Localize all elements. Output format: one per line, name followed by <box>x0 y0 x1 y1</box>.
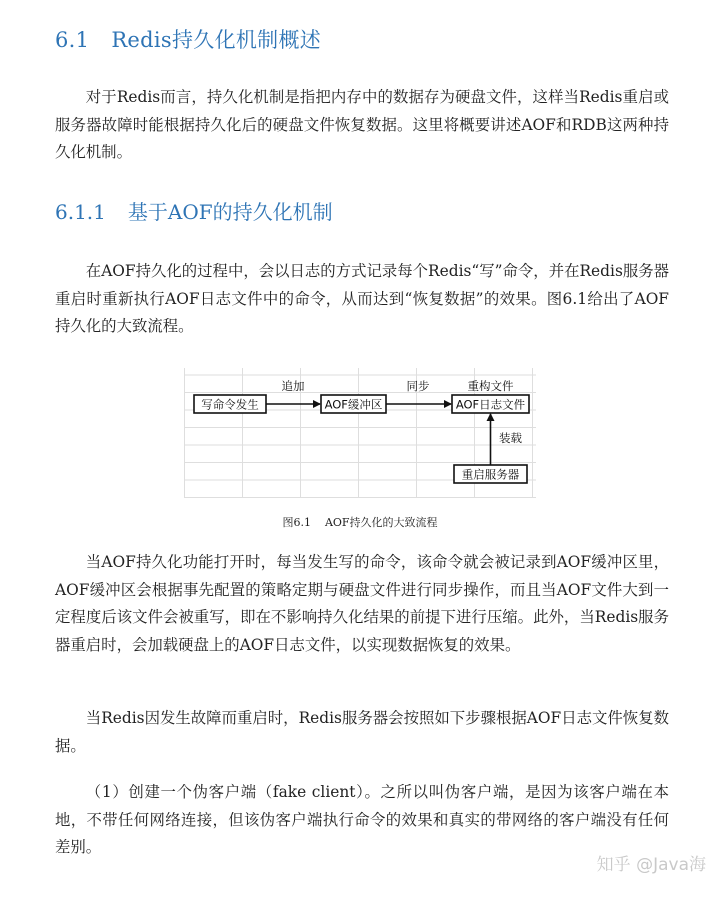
paragraph-aof-process: 当AOF持久化功能打开时，每当发生写的命令，该命令就会被记录到AOF缓冲区里，AOF缓冲区会根据事先配置的策略定期与硬盘文件进行同步操作，而且当AOF文件大到一定程度后该文件会被重写，即在不影响持久化结果的前提下进行压缩。此外，当Redis服务器重启时，会加载硬盘上的AOF日志文件，以实现数据恢复的效果。 <box>55 553 669 654</box>
subsection-number: 6.1.1 <box>55 200 106 224</box>
edge-rewrite-label: 重构文件 <box>467 379 514 393</box>
intro-paragraph: 对于Redis而言，持久化机制是指把内存中的数据存为硬盘文件，这样当Redis重启或服务器故障时能根据持久化后的硬盘文件恢复数据。这里将概要讲述AOF和RDB这两种持久化机制。 <box>55 88 669 161</box>
node-write-command-label: 写命令发生 <box>201 397 259 412</box>
figure-caption-text: AOF持久化的大致流程 <box>324 516 438 529</box>
node-write-command <box>194 395 266 413</box>
figure-caption-number: 图6.1 <box>282 516 311 529</box>
node-aof-log <box>452 395 529 413</box>
paragraph-restore-steps: 当Redis因发生故障而重启时，Redis服务器会按照如下步骤根据AOF日志文件恢复数据。 <box>55 709 669 755</box>
subsection-title: 基于AOF的持久化机制 <box>127 200 333 224</box>
section-number: 6.1 <box>55 28 90 52</box>
subsection-heading <box>55 196 333 225</box>
node-aof-buffer <box>321 395 386 413</box>
edge-load-label: 装载 <box>499 431 522 445</box>
section-heading <box>55 24 321 54</box>
paragraph-aof-overview: 在AOF持久化的过程中，会以日志的方式记录每个Redis“写”命令，并在Redis服务器重启时重新执行AOF日志文件中的命令，从而达到“恢复数据”的效果。图6.1给出了AOF持久化的大致流程。 <box>55 262 670 335</box>
aof-flow-diagram <box>184 368 536 498</box>
watermark: 知乎 @Java海 <box>596 855 706 875</box>
section-title: Redis持久化机制概述 <box>111 28 322 52</box>
node-aof-buffer-label: AOF缓冲区 <box>324 397 383 412</box>
figure-caption <box>0 514 720 530</box>
node-aof-log-label: AOF日志文件 <box>455 397 526 412</box>
node-restart-server <box>454 465 527 483</box>
node-restart-server-label: 重启服务器 <box>461 467 520 482</box>
aof-flow-svg <box>184 368 536 498</box>
edge-append-label: 追加 <box>281 379 305 393</box>
edge-sync-label: 同步 <box>406 379 430 393</box>
paragraph-step-1: （1）创建一个伪客户端（fake client）。之所以叫伪客户端，是因为该客户端在本地，不带任何网络连接，但该伪客户端执行命令的效果和真实的带网络的客户端没有任何差别。 <box>55 783 669 856</box>
